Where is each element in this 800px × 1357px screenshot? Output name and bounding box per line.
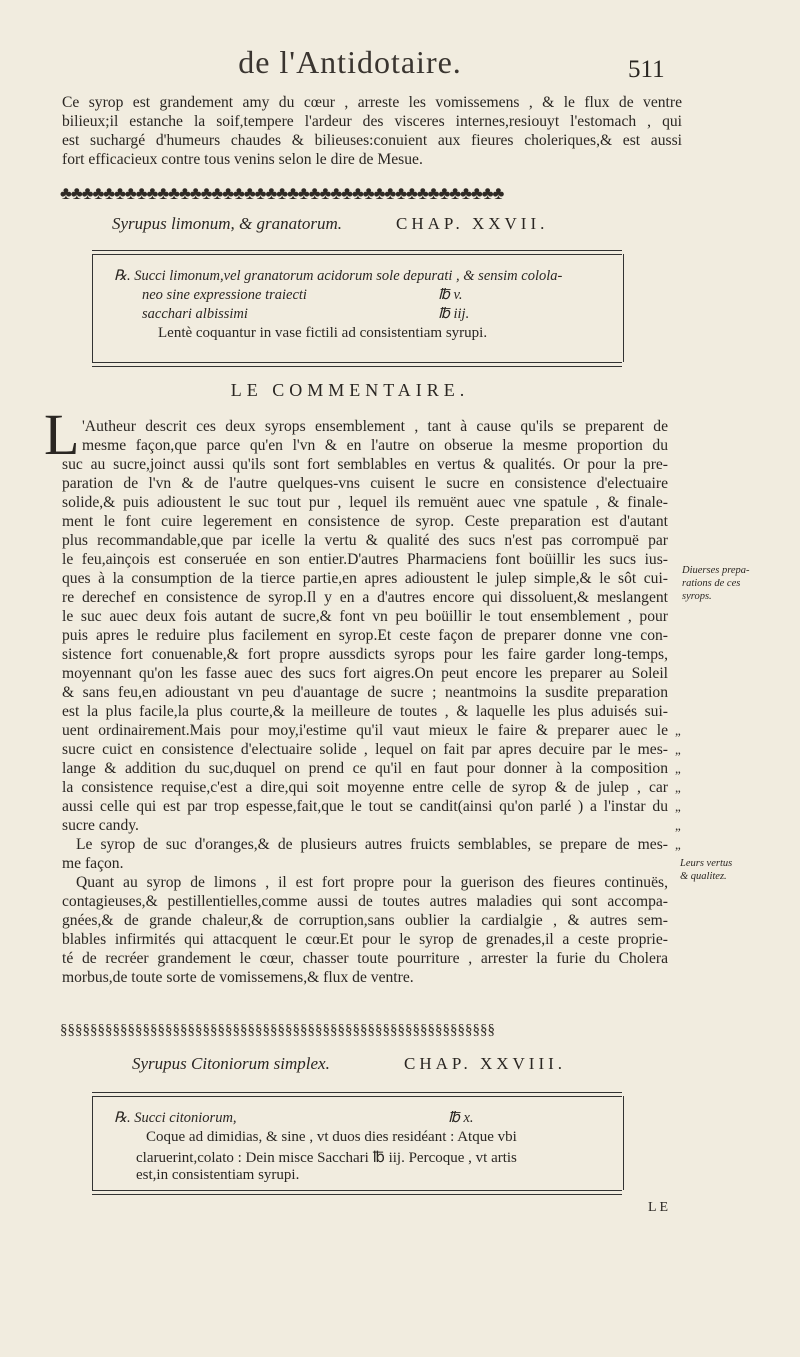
ornamental-band-bottom: §§§§§§§§§§§§§§§§§§§§§§§§§§§§§§§§§§§§§§§§§§§§§§§§§§§§§§§§§§ bbox=[60, 1022, 495, 1038]
commentary-line: plus recommandable,que par icelle la vertu & qualité des sucs n'est pas corrompuë par bbox=[62, 532, 668, 549]
commentary-line: morbus,de toute sorte de vomissemens,& flux de ventre. bbox=[62, 969, 414, 986]
commentary-line: sucre candy. bbox=[62, 817, 139, 834]
margin-quote-mark: „ bbox=[675, 761, 681, 776]
commentary-line: moyennant qu'on les fasse auec des sucs fort aigres.On peut encore les preparer au Soleil bbox=[62, 665, 668, 682]
commentary-line: té de recréer grandement le cœur, chasser toute pourriture , arrester la furie du Cholera bbox=[62, 950, 668, 967]
commentary-line: puis apres le reduire plus facilement en syrop.Et ceste façon de preparer donne vne con- bbox=[62, 627, 668, 644]
commentary-line: la consistence requise,c'est a dire,qui soit moyenne entre celle de syrop & de julep , car bbox=[62, 779, 668, 796]
rx-line: est,in consistentiam syrupi. bbox=[136, 1167, 300, 1183]
margin-quote-mark: „ bbox=[675, 723, 681, 738]
commentary-line: le feu,ainçois est conseruée en son entier.D'autres Pharmaciens font boüillir les sucs ius- bbox=[62, 551, 668, 568]
rx-line: neo sine expressione traiecti bbox=[142, 287, 307, 303]
intro-line: Ce syrop est grandement amy du cœur , arreste les vomissemens , & le flux de ventre bbox=[62, 94, 682, 111]
rx-line: claruerint,colato : Dein misce Sacchari ℔ iij. Percoque , vt artis bbox=[136, 1150, 517, 1166]
rx-line: sacchari albissimi bbox=[142, 306, 248, 322]
commentary-line: blables infirmités qui attacquent le cœur.Et pour le syrop de grenades,il a ceste proprie- bbox=[62, 931, 668, 948]
rx-line: ℞. Succi citoniorum, bbox=[114, 1110, 237, 1126]
rx-weight: ℔ x. bbox=[448, 1110, 474, 1126]
rx-line: Lentè coquantur in vase fictili ad consistentiam syrupi. bbox=[158, 325, 488, 341]
commentary-line: gnées,& de grande chaleur,& de corruption,sans oublier la cardialgie , & autres sem- bbox=[62, 912, 668, 929]
margin-note-line: Leurs vertus bbox=[680, 858, 733, 869]
chapter-28-number: CHAP. XXVIII. bbox=[404, 1054, 567, 1073]
drop-cap: L bbox=[44, 402, 80, 467]
rx-weight: ℔ v. bbox=[438, 287, 463, 303]
margin-quote-mark: „ bbox=[675, 818, 681, 833]
commentary-title: LE COMMENTAIRE. bbox=[230, 380, 470, 400]
catchword: LE bbox=[648, 1200, 672, 1215]
margin-note-line: Diuerses prepa- bbox=[682, 565, 750, 576]
margin-quote-mark: „ bbox=[675, 742, 681, 757]
commentary-line: Le syrop de suc d'oranges,& de plusieurs autres fruicts semblables, se prepare de mes- bbox=[76, 836, 668, 853]
prescription-box-bottom-rule bbox=[92, 362, 622, 367]
rx-line: Coque ad dimidias, & sine , vt duos dies residéant : Atque vbi bbox=[146, 1129, 517, 1145]
commentary-line: re derechef en consistence de syrop.Il y en a d'autres encore qui dissoluent,& meslangent bbox=[62, 589, 668, 606]
commentary-line: paration de l'vn & de l'autre quelques-vns cuisent le sucre en consistence d'electuaire bbox=[62, 475, 668, 492]
commentary-line: me façon. bbox=[62, 855, 124, 872]
margin-quote-mark: „ bbox=[675, 780, 681, 795]
commentary-line: solide,& puis adioustent le suc tout pur , lequel ils remuënt auec vne spatule , & finale- bbox=[62, 494, 668, 511]
margin-note-line: & qualitez. bbox=[680, 871, 727, 882]
chapter-27-number: CHAP. XXVII. bbox=[396, 214, 549, 233]
commentary-line: Quant au syrop de limons , il est fort propre pour la guerison des fieures continuës, bbox=[76, 874, 668, 891]
commentary-line: lange & addition du suc,duquel on prend ce qu'il en faut pour donner à la composition bbox=[62, 760, 668, 777]
commentary-line: & sans feu,en adioustant vn peu d'auantage de sucre ; neantmoins la susdite preparation bbox=[62, 684, 668, 701]
rx-weight: ℔ iij. bbox=[438, 306, 470, 322]
intro-line: est suchargé d'humeurs chaudes & bilieuses:conuient aux fieures choleriques,& est aussi bbox=[62, 132, 682, 149]
intro-line: bilieux;il estanche la soif,tempere l'ardeur des visceres internes,resiouyt l'estomach , qui bbox=[62, 113, 682, 130]
commentary-line: le suc auec deux fois autant de sucre,& font vn peu boüillir le tout ensemblement , pour bbox=[62, 608, 668, 625]
commentary-line: ment le font cuire legerement en consistence de syrop. Ceste preparation est d'autant bbox=[62, 513, 668, 530]
commentary-line: suc au sucre,joinct aussi qu'ils sont fort semblables en vertus & qualités. Or pour la pre- bbox=[62, 456, 668, 473]
margin-quote-mark: „ bbox=[675, 799, 681, 814]
commentary-line: uent ordinairement.Mais pour moy,i'estime qu'il vaut mieux le faire & preparer auec le bbox=[62, 722, 668, 739]
running-header: de l'Antidotaire. bbox=[238, 44, 462, 80]
chapter-27-heading: Syrupus limonum, & granatorum. bbox=[112, 214, 342, 233]
margin-note-line: rations de ces bbox=[682, 578, 741, 589]
commentary-line: sucre cuict en consistence d'electuaire solide , lequel on fait par apres decuire par le mes- bbox=[62, 741, 668, 758]
chapter-28-heading: Syrupus Citoniorum simplex. bbox=[132, 1054, 330, 1073]
rx-line: ℞. Succi limonum,vel granatorum acidorum sole depurati , & sensim colola- bbox=[114, 268, 563, 284]
commentary-line: mesme façon,que parce qu'en l'vn & en l'autre on obserue la mesme proportion du bbox=[82, 437, 668, 454]
margin-note-line: syrops. bbox=[682, 591, 712, 602]
margin-quote-mark: „ bbox=[675, 837, 681, 852]
intro-line: fort efficacieux contre tous venins selon le dire de Mesue. bbox=[62, 151, 423, 168]
commentary-line: ques à la consumption de la tierce partie,en apres adioustent le julep simple,& le sôt cui- bbox=[62, 570, 668, 587]
page-number: 511 bbox=[628, 56, 665, 83]
commentary-line: 'Autheur descrit ces deux syrops ensemblement , tant à cause qu'ils se preparent de bbox=[82, 418, 668, 435]
commentary-line: contagieuses,& pestillentielles,comme aussi de toutes autres maladies qui sont accompa- bbox=[62, 893, 668, 910]
ornamental-band-top: ♣♣♣♣♣♣♣♣♣♣♣♣♣♣♣♣♣♣♣♣♣♣♣♣♣♣♣♣♣♣♣♣♣♣♣♣♣♣♣♣♣ bbox=[60, 183, 504, 203]
commentary-line: sistence fort conuenable,& fort propre aussdicts syrops pour les faire garder long-temps, bbox=[62, 646, 668, 663]
prescription-box-bottom-rule bbox=[92, 1190, 622, 1195]
commentary-line: aussi celle qui est par trop espesse,fait,que le tout se candit(ainsi qu'on parlé ) a l'instar du bbox=[62, 798, 668, 815]
commentary-line: est la plus facile,la plus courte,& la meilleure de toutes , & laquelle les plus aduisés sui- bbox=[62, 703, 668, 720]
